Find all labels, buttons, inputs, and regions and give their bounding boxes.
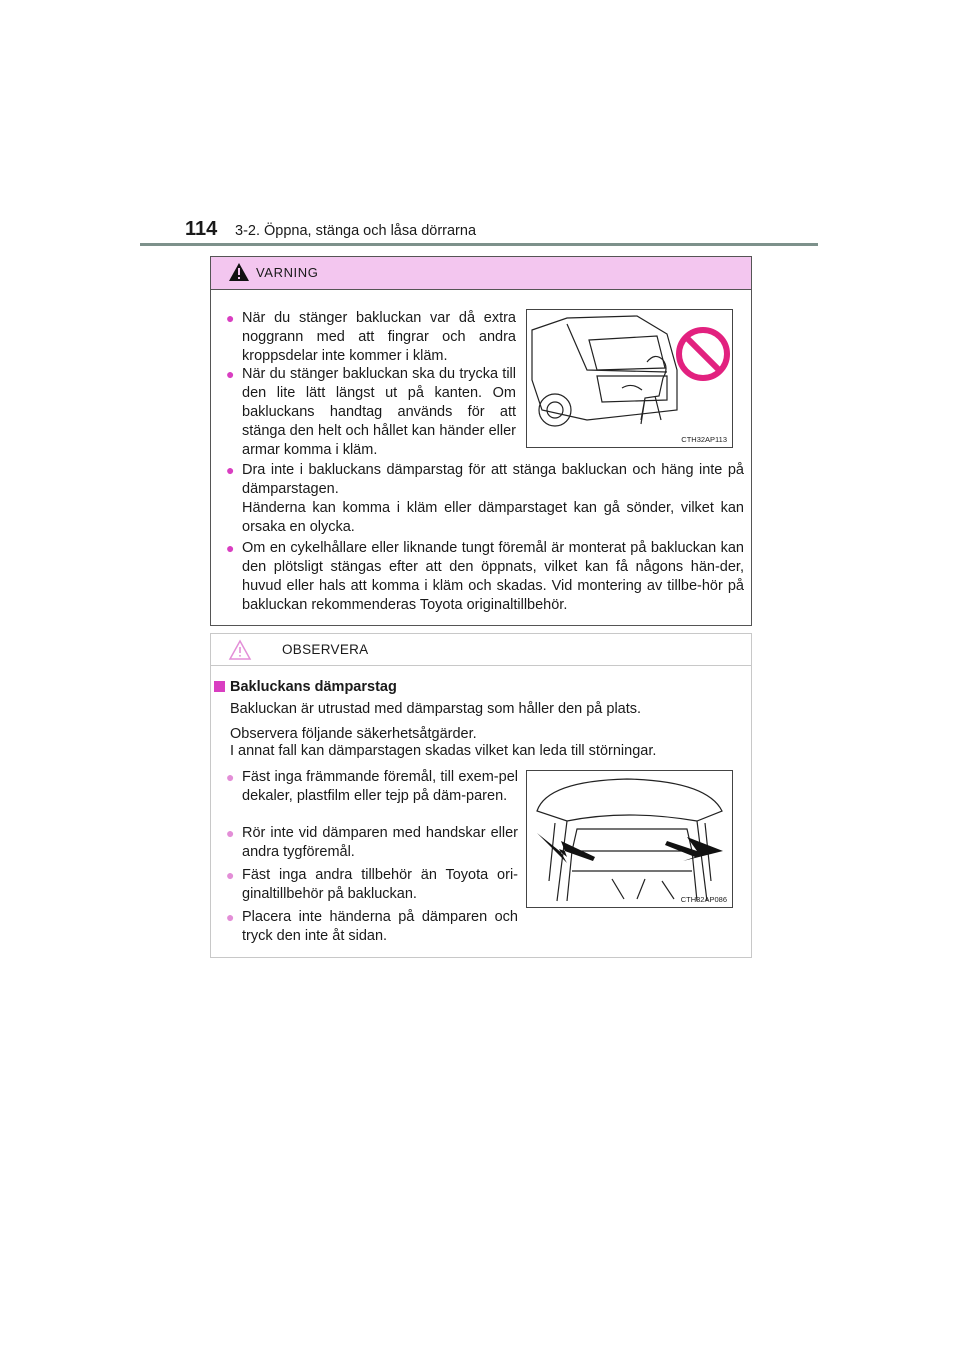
prohibition-icon bbox=[679, 330, 727, 378]
bullet-icon: ● bbox=[226, 366, 235, 382]
notice-item-text: Fäst inga andra tillbehör än Toyota ori-ginaltillbehör på bakluckan. bbox=[242, 867, 518, 902]
notice-item bbox=[226, 908, 518, 946]
warning-item bbox=[226, 365, 516, 460]
warning-item bbox=[226, 309, 516, 366]
notice-label: OBSERVERA bbox=[282, 642, 369, 657]
warning-box bbox=[210, 256, 752, 626]
notice-paragraph: I annat fall kan dämparstagen skadas vilket kan leda till störningar. bbox=[230, 743, 657, 759]
warning-item-continuation: Händerna kan komma i kläm eller dämparstaget kan gå sönder, vilket kan orsaka en olycka. bbox=[242, 500, 744, 535]
caution-triangle-icon bbox=[228, 639, 252, 661]
warning-label: VARNING bbox=[256, 265, 319, 280]
figure-label: CTH32AP113 bbox=[681, 435, 727, 444]
bullet-icon: ● bbox=[226, 540, 235, 556]
notice-box bbox=[210, 633, 752, 958]
bullet-icon: ● bbox=[226, 867, 235, 883]
notice-heading: Bakluckans dämparstag bbox=[230, 679, 397, 695]
bullet-icon: ● bbox=[226, 769, 235, 785]
tailgate-damper-figure bbox=[526, 770, 733, 908]
warning-item-text: Dra inte i bakluckans dämparstag för att stänga bakluckan och häng inte på dämparstagen. bbox=[242, 462, 744, 497]
warning-item-text: Om en cykelhållare eller liknande tungt föremål är monterat på bakluckan kan den plötsligt stängas efter att den öppnats, vilket kan få någons hän-der, huvud eller hals att komma i kläm och skadas. Vid montering av tillbe-hör på bakluckan rekommenderas Toyota originaltillbehör. bbox=[242, 540, 744, 613]
bullet-icon: ● bbox=[226, 462, 235, 478]
warning-triangle-icon bbox=[228, 262, 250, 282]
notice-item bbox=[226, 824, 518, 862]
tailgate-closing-figure bbox=[526, 309, 733, 448]
section-title: 3-2. Öppna, stänga och låsa dörrarna bbox=[235, 223, 477, 239]
notice-paragraph: Bakluckan är utrustad med dämparstag som håller den på plats. bbox=[230, 701, 642, 717]
bullet-icon: ● bbox=[226, 825, 235, 841]
car-rear-illustration bbox=[527, 310, 732, 447]
page-number: 114 bbox=[185, 218, 218, 240]
notice-heading-row bbox=[214, 678, 734, 697]
notice-paragraph: Observera följande säkerhetsåtgärder. bbox=[230, 726, 477, 742]
notice-item bbox=[226, 768, 518, 806]
open-tailgate-illustration bbox=[527, 771, 732, 907]
notice-item-text: Fäst inga främmande föremål, till exem-pel dekaler, plastfilm eller tejp på däm-paren. bbox=[242, 769, 518, 804]
warning-header bbox=[211, 257, 751, 290]
header-rule bbox=[140, 243, 818, 246]
notice-item-text: Rör inte vid dämparen med handskar eller andra tygföremål. bbox=[242, 825, 518, 860]
square-bullet-icon bbox=[214, 681, 225, 692]
warning-item-text: När du stänger bakluckan ska du trycka till den lite lätt längst ut på kanten. Om bakluckans handtag används för att stänga den helt och hållet kan händer eller armar komma i kläm. bbox=[242, 366, 516, 458]
notice-item bbox=[226, 866, 518, 904]
bullet-icon: ● bbox=[226, 310, 235, 326]
bullet-icon: ● bbox=[226, 909, 235, 925]
figure-label: CTH32AP086 bbox=[680, 895, 727, 904]
warning-item bbox=[226, 539, 744, 615]
warning-item-text: När du stänger bakluckan var då extra noggrann med att fingrar och andra kroppsdelar inte kommer i kläm. bbox=[242, 310, 516, 364]
notice-item-text: Placera inte händerna på dämparen och tryck den inte åt sidan. bbox=[242, 909, 518, 944]
warning-item bbox=[226, 461, 744, 537]
notice-header bbox=[211, 634, 751, 666]
